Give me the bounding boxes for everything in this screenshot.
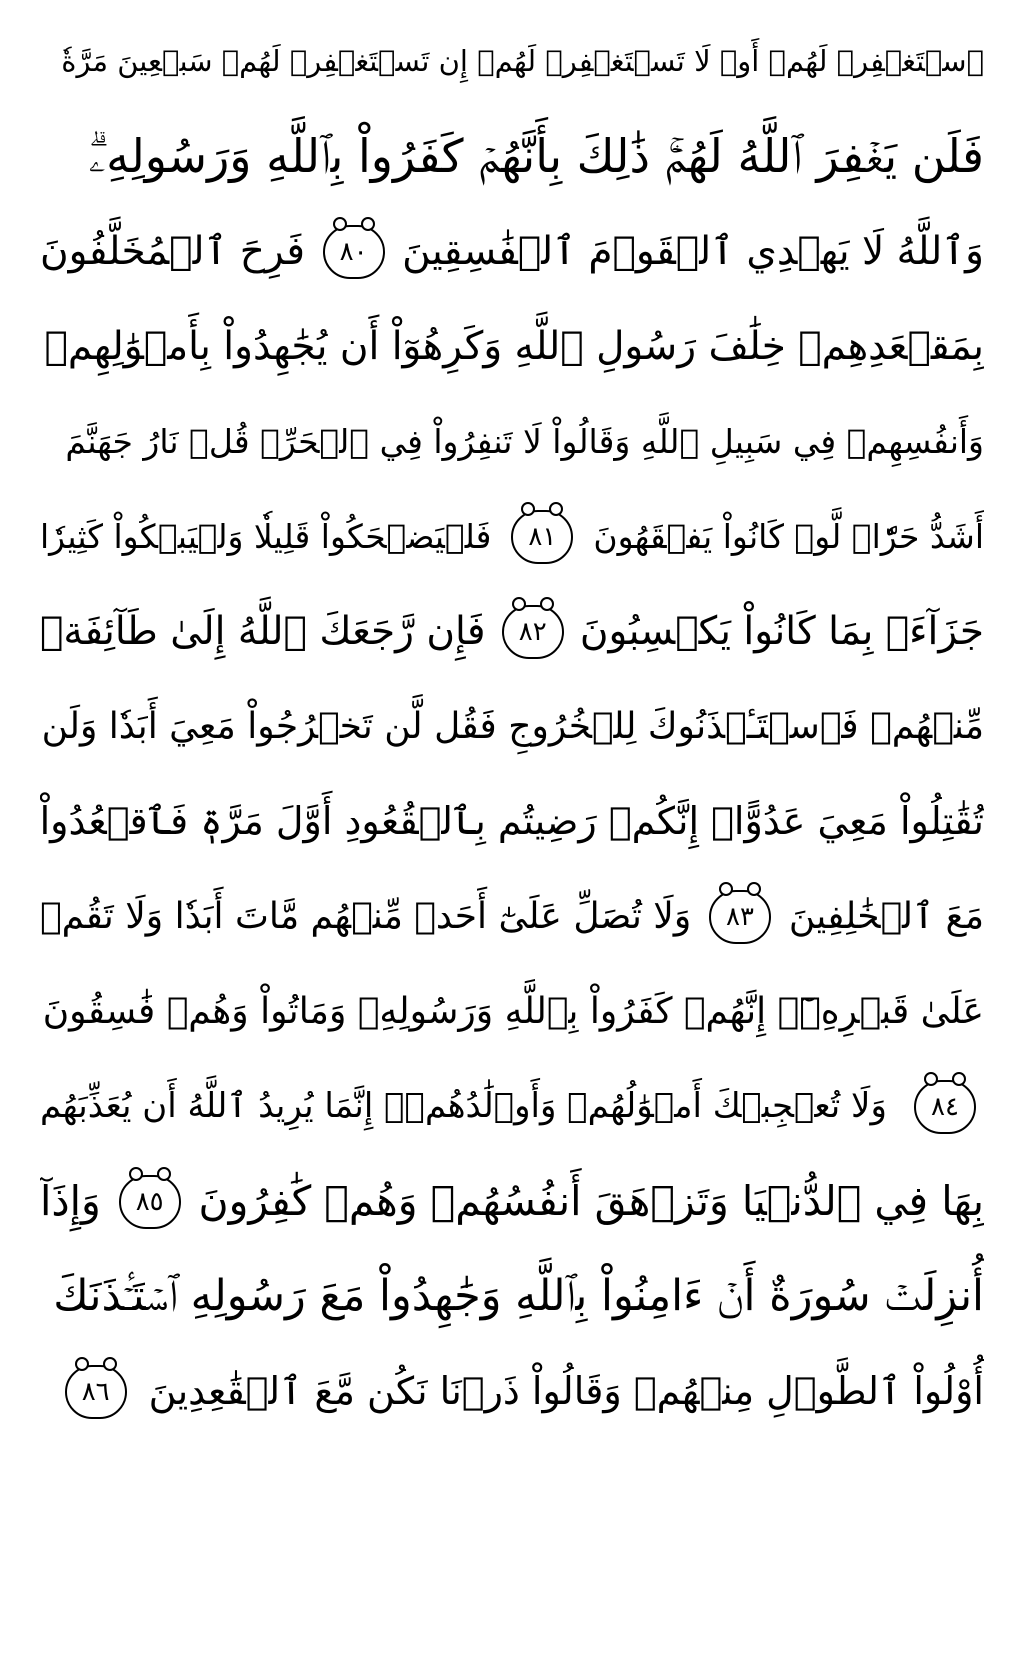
ayah-text: بِهَا فِي ٱلدُّنۡيَا وَتَزۡهَقَ أَنفُسُهُمۡ وَهُمۡ كَٰفِرُونَ [198, 1177, 984, 1225]
ayah-text: فَلَن يَغۡفِرَ ٱللَّهُ لَهُمۡۚ ذَٰلِكَ بِأَنَّهُمۡ كَفَرُواْ بِٱللَّهِ وَرَسُولِهِۦۗ [88, 129, 984, 183]
text-line-5 [40, 394, 984, 489]
ayah-text: فَلۡيَضۡحَكُواْ قَلِيلٗا وَلۡيَبۡكُواْ كَثِيرٗا [40, 517, 492, 556]
text-line-6 [40, 489, 984, 584]
text-line-12 [40, 1059, 984, 1154]
ayah-number-marker: ٨٥ [119, 1175, 181, 1229]
ayah-text: ٱسۡتَغۡفِرۡ لَهُمۡ أَوۡ لَا تَسۡتَغۡفِرۡ لَهُمۡ إِن تَسۡتَغۡفِرۡ لَهُمۡ سَبۡعِينَ مَرَّةٗ [61, 44, 984, 78]
text-line-9 [40, 774, 984, 869]
ayah-text: بِمَقۡعَدِهِمۡ خِلَٰفَ رَسُولِ ٱللَّهِ وَكَرِهُوٓاْ أَن يُجَٰهِدُواْ بِأَمۡوَٰلِهِمۡ [44, 324, 984, 369]
text-line-14 [40, 1249, 984, 1344]
ayah-number-marker: ٨٣ [709, 890, 771, 944]
ayah-text: أُوْلُواْ ٱلطَّوۡلِ مِنۡهُمۡ وَقَالُواْ ذَرۡنَا نَكُن مَّعَ ٱلۡقَٰعِدِينَ [148, 1369, 984, 1413]
text-line-4 [40, 299, 984, 394]
ayah-text: وَلَا تُصَلِّ عَلَىٰٓ أَحَدٖ مِّنۡهُم مَّاتَ أَبَدٗا وَلَا تَقُمۡ [40, 896, 692, 937]
text-line-3 [40, 204, 984, 299]
text-line-2 [40, 109, 984, 204]
text-line-1 [40, 14, 984, 109]
text-line-10 [40, 869, 984, 964]
ayah-text: مَعَ ٱلۡخَٰلِفِينَ [788, 896, 984, 937]
ayah-text: مِّنۡهُمۡ فَٱسۡتَـٔۡذَنُوكَ لِلۡخُرُوجِ فَقُل لَّن تَخۡرُجُواْ مَعِيَ أَبَدٗا وَلَن [41, 706, 984, 747]
ayah-text: أُنزِلَتۡ سُورَةٌ أَنۡ ءَامِنُواْ بِٱللَّهِ وَجَٰهِدُواْ مَعَ رَسُولِهِ ٱسۡتَـٔۡذَنَكَ [53, 1271, 984, 1321]
ayah-text: عَلَىٰ قَبۡرِهِۦٓۖ إِنَّهُمۡ كَفَرُواْ بِٱللَّهِ وَرَسُولِهِۦ وَمَاتُواْ وَهُمۡ فَٰسِقُونَ [42, 991, 984, 1032]
ayah-number-marker: ٨٢ [502, 605, 564, 659]
text-line-13 [40, 1154, 984, 1249]
ayah-text: أَشَدُّ حَرّٗاۚ لَّوۡ كَانُواْ يَفۡقَهُونَ [593, 517, 984, 556]
ayah-number-marker: ٨١ [511, 510, 573, 564]
ayah-text: تُقَٰتِلُواْ مَعِيَ عَدُوًّاۖ إِنَّكُمۡ رَضِيتُم بِٱلۡقُعُودِ أَوَّلَ مَرَّةٖ فَٱقۡعُدُواْ [40, 799, 984, 843]
ayah-number-marker: ٨٦ [65, 1365, 127, 1419]
ayah-number-marker: ٨٤ [914, 1080, 976, 1134]
text-line-8 [40, 679, 984, 774]
text-line-15 [40, 1344, 984, 1439]
ayah-text: وَإِذَآ [40, 1177, 101, 1225]
ayah-text: وَٱللَّهُ لَا يَهۡدِي ٱلۡقَوۡمَ ٱلۡفَٰسِقِينَ [402, 229, 984, 274]
text-line-7 [40, 584, 984, 679]
ayah-text: فَرِحَ ٱلۡمُخَلَّفُونَ [40, 229, 306, 274]
ayah-text: وَلَا تُعۡجِبۡكَ أَمۡوَٰلُهُمۡ وَأَوۡلَٰدُهُمۡۚ إِنَّمَا يُرِيدُ ٱللَّهُ أَن يُعَذِّبَهُم [40, 1086, 887, 1126]
ayah-text: جَزَآءَۢ بِمَا كَانُواْ يَكۡسِبُونَ [579, 609, 984, 654]
ayah-number-marker: ٨٠ [323, 225, 385, 279]
ayah-text: وَأَنفُسِهِمۡ فِي سَبِيلِ ٱللَّهِ وَقَالُواْ لَا تَنفِرُواْ فِي ٱلۡحَرِّۗ قُلۡ نَارُ جَهَنَّمَ [65, 422, 984, 461]
text-line-11 [40, 964, 984, 1059]
ayah-text: فَإِن رَّجَعَكَ ٱللَّهُ إِلَىٰ طَآئِفَةٖ [40, 609, 486, 654]
